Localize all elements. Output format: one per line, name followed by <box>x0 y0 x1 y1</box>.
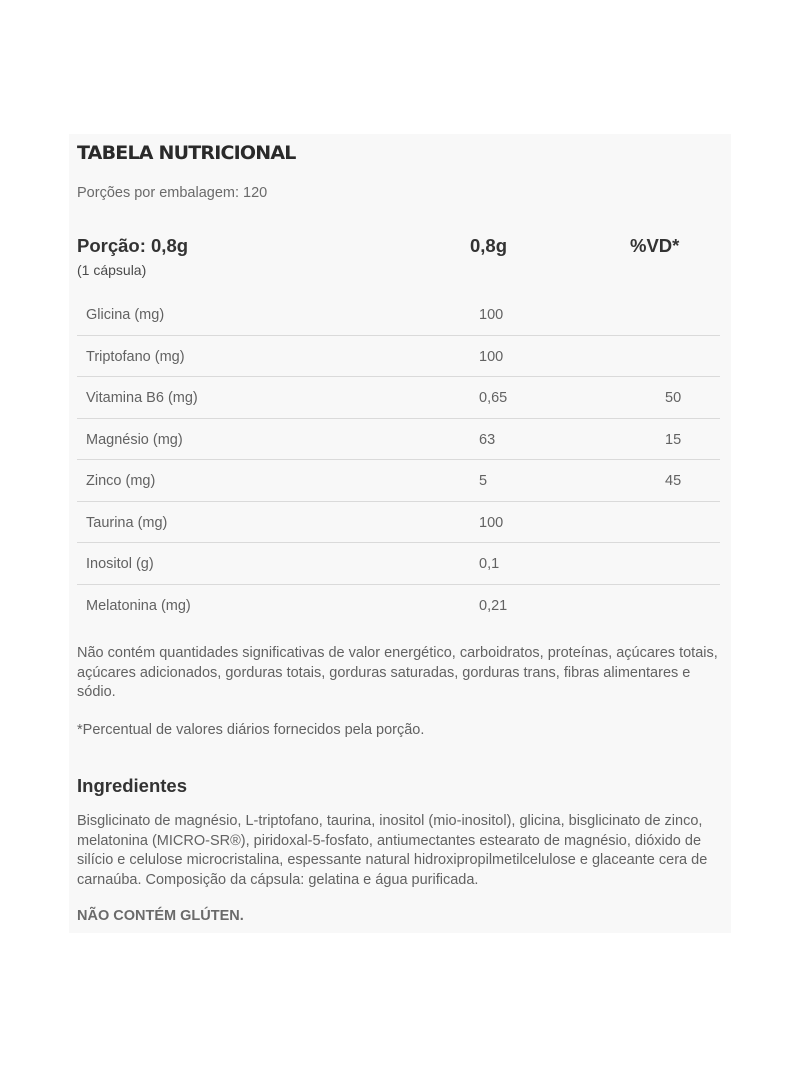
nutrient-name: Zinco (mg) <box>86 473 156 489</box>
nutrition-table <box>77 294 720 626</box>
table-row <box>77 294 720 336</box>
nutrient-amount: 0,65 <box>479 390 508 406</box>
amount-column-header: 0,8g <box>470 235 508 256</box>
nutrient-amount: 100 <box>479 348 504 365</box>
nutrient-name: Taurina (mg) <box>86 514 168 531</box>
table-row <box>77 585 720 627</box>
nutrient-name: Vitamina B6 (mg) <box>86 390 198 406</box>
nutrient-name: Inositol (g) <box>86 556 154 572</box>
nutrient-name: Glicina (mg) <box>86 307 165 323</box>
table-row <box>77 502 720 544</box>
nutrient-amount: 100 <box>479 307 504 323</box>
nutrient-amount: 0,21 <box>479 597 508 614</box>
nutrient-amount: 63 <box>479 431 496 448</box>
nutrient-name: Melatonina (mg) <box>86 597 191 614</box>
vd-column-header: %VD* <box>630 235 680 256</box>
table-row <box>77 377 720 419</box>
nutrient-vd: 45 <box>665 473 682 489</box>
nutrient-vd: 15 <box>665 431 682 448</box>
portion-subtitle: (1 cápsula) <box>77 262 147 278</box>
table-row <box>77 543 720 585</box>
portion-label: Porção: 0,8g <box>77 235 189 256</box>
page-title: TABELA NUTRICIONAL <box>77 142 296 164</box>
ingredients-title: Ingredientes <box>77 775 187 796</box>
nutrient-amount: 5 <box>479 473 488 489</box>
ingredients-text: Bisglicinato de magnésio, L-triptofano, taurina, inositol (mio-inositol), glicina, bisglicinato de zinco, melatonina (MICRO-SR®), piridoxal-5-fosfato, antiumectantes estearato de magnésio, dióxido de silício e celulose microcristalina, espessante natural hidroxipropilmetilcelulose e glaceante cera de carnaúba. Composição da cápsula: gelatina e água purificada. <box>77 813 708 888</box>
nutrient-amount: 0,1 <box>479 556 500 572</box>
table-row <box>77 460 720 502</box>
nutrient-amount: 100 <box>479 514 504 531</box>
table-row <box>77 336 720 378</box>
nutrition-panel <box>69 134 731 933</box>
gluten-notice: NÃO CONTÉM GLÚTEN. <box>77 908 244 924</box>
nutrient-name: Triptofano (mg) <box>86 348 185 365</box>
nutrient-name: Magnésio (mg) <box>86 431 183 448</box>
nutrition-note: Não contém quantidades significativas de valor energético, carboidratos, proteínas, açúcares totais, açúcares adicionados, gorduras totais, gorduras saturadas, gorduras trans, fibras alimentares e sódio. <box>77 645 718 700</box>
servings-per-package: Porções por embalagem: 120 <box>77 185 268 201</box>
table-row <box>77 419 720 461</box>
vd-footnote: *Percentual de valores diários fornecidos pela porção. <box>77 722 425 738</box>
nutrient-vd: 50 <box>665 390 682 406</box>
